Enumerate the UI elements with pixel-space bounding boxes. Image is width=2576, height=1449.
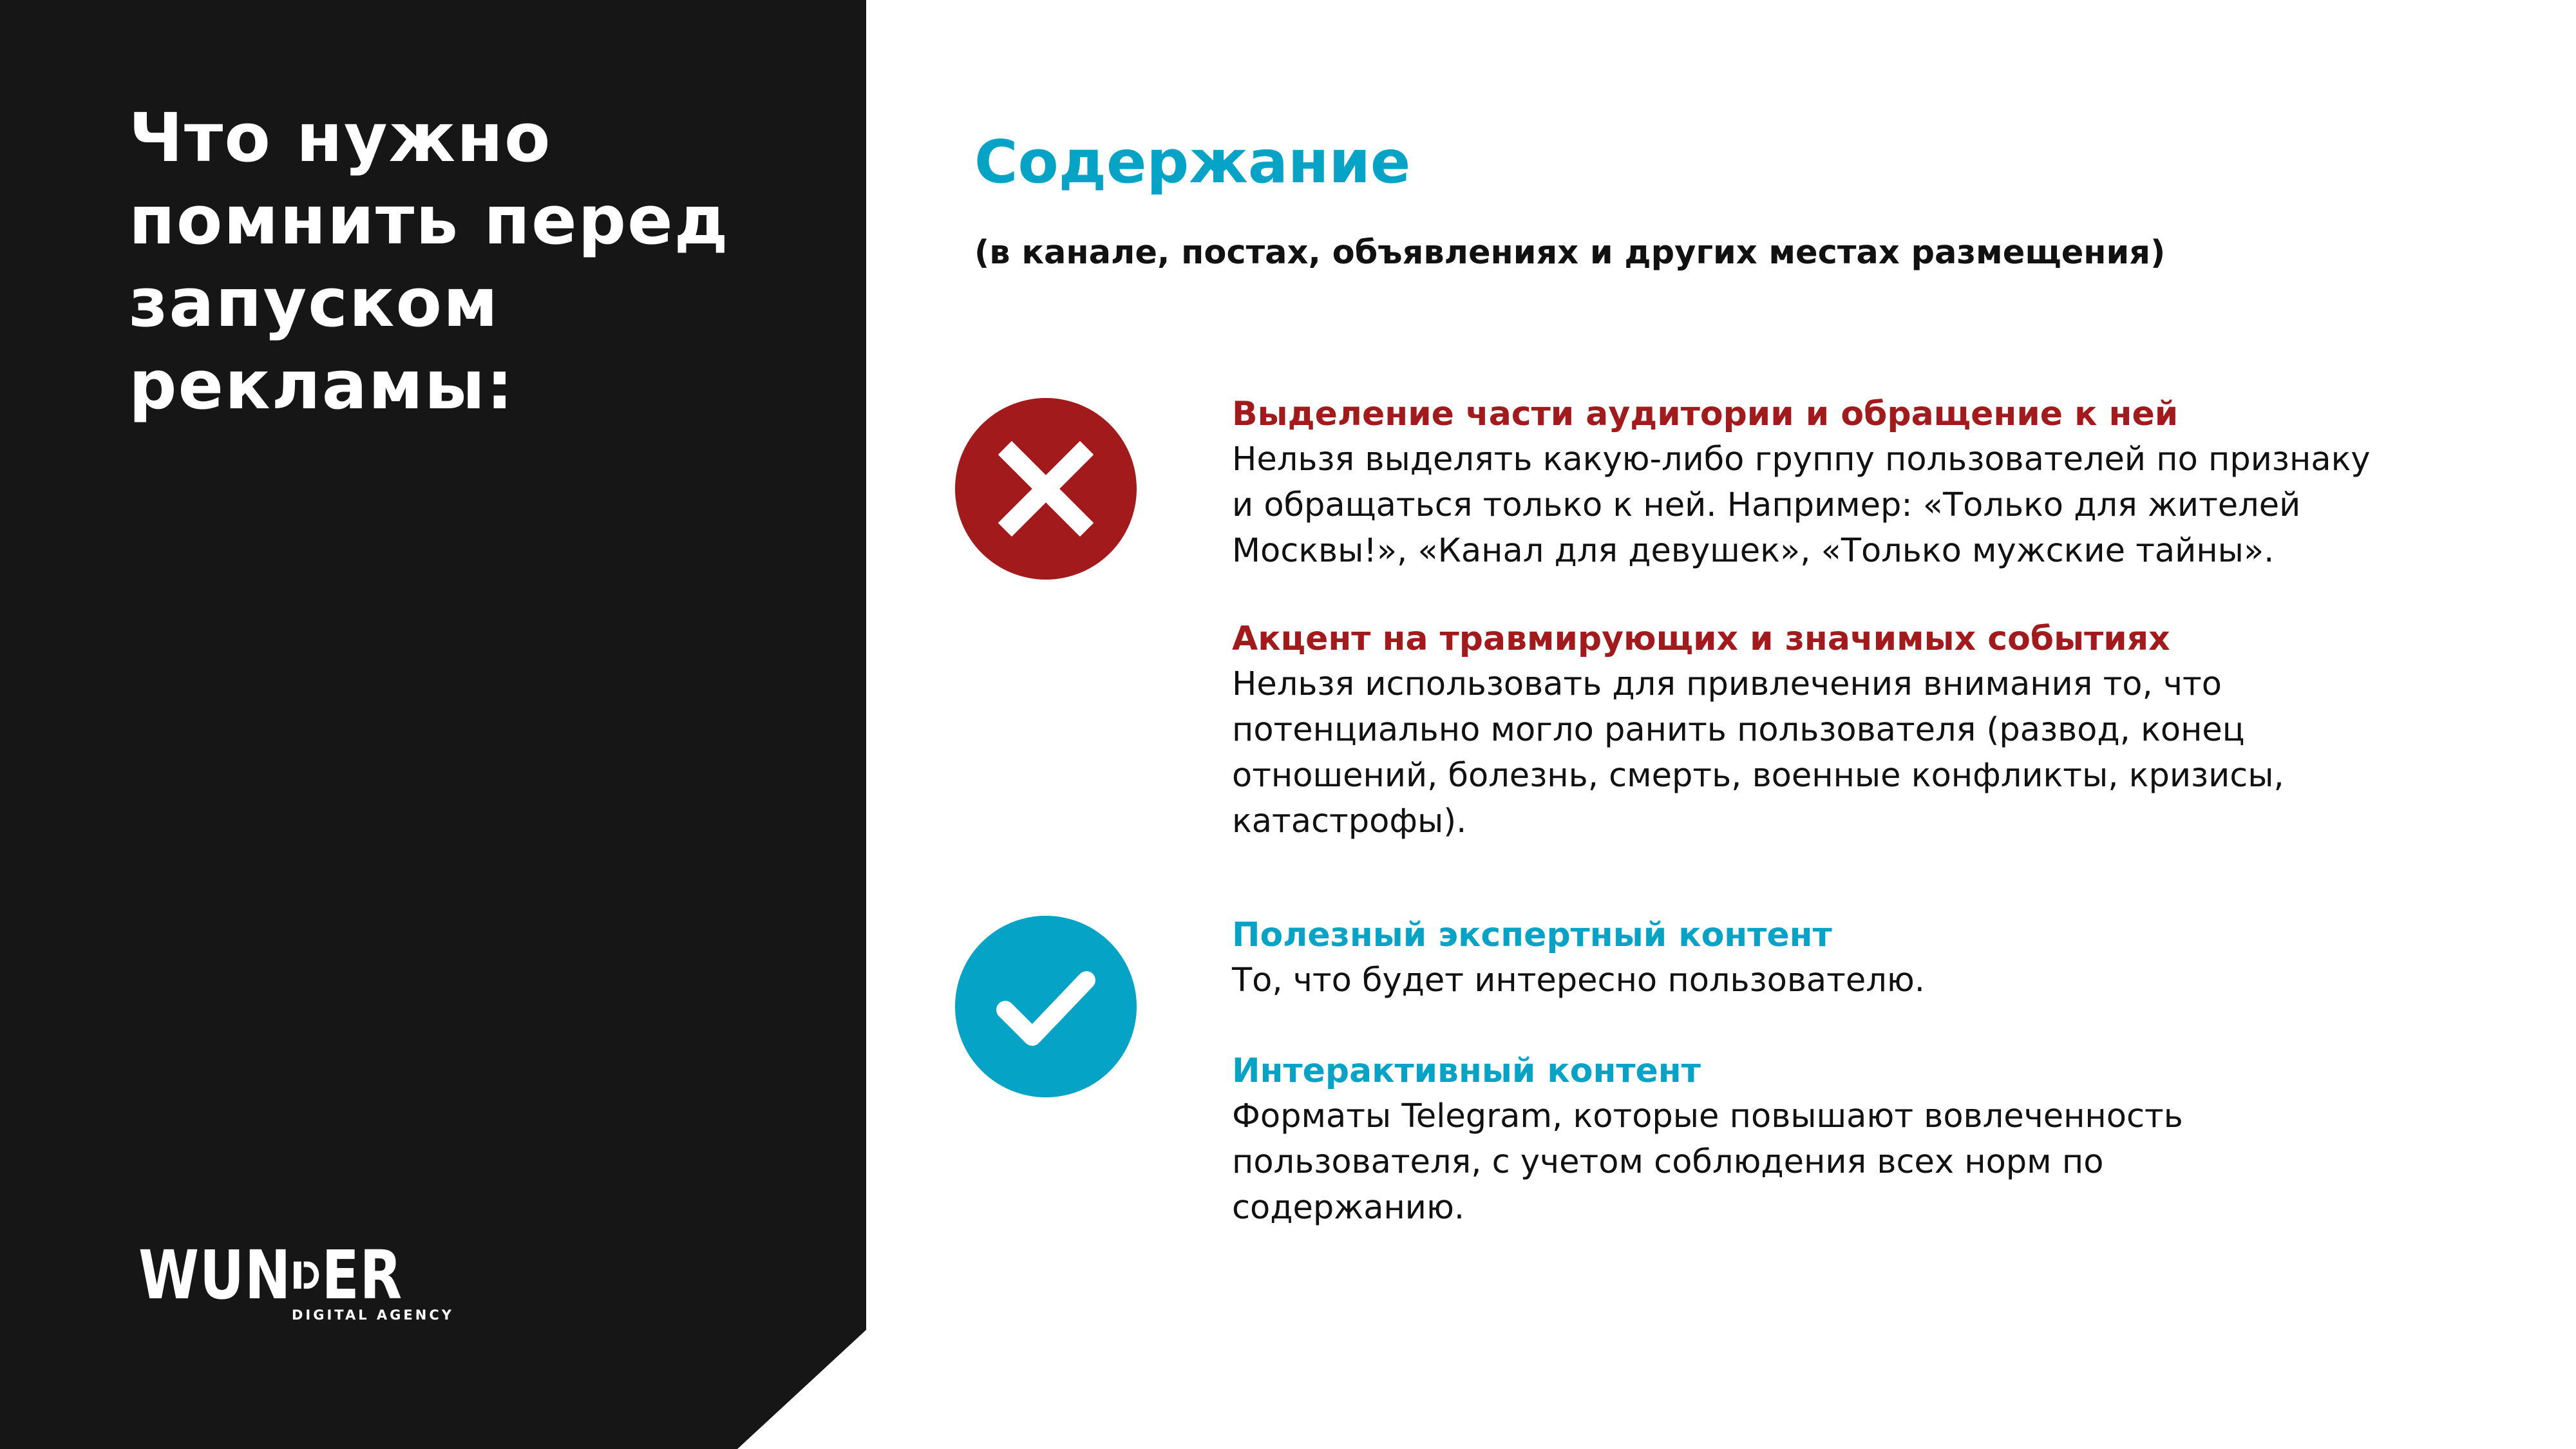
logo-d-mark-icon: [292, 1247, 321, 1303]
section-subheading: (в канале, постах, объявлениях и других местах размещения): [974, 234, 2166, 272]
section-heading: Содержание: [974, 128, 1411, 196]
logo-word-left: WUN: [138, 1236, 292, 1314]
logo-wordmark: [138, 1236, 402, 1314]
brand-logo: [138, 1236, 460, 1330]
check-icon: [955, 916, 1137, 1097]
item-text: Нельзя выделять какую-либо группу пользователей по признаку и обращаться только к ней. Например: «Только для жителей Москвы!», «Канал для девушек», «Только мужские тайны».: [1232, 440, 2371, 570]
slide-title: Что нужно помнить перед запуском рекламы:: [129, 99, 730, 424]
item-text: Нельзя использовать для привлечения внимания то, что потенциально могло ранить пользователя (развод, конец отношений, болезнь, смерть, военные конфликты, кризисы, катастрофы).: [1232, 665, 2284, 840]
logo-word-right: ER: [321, 1236, 402, 1314]
item-title: Выделение части аудитории и обращение к ней: [1232, 395, 2179, 433]
allowed-item-interactive-content: [1232, 1048, 2520, 1231]
item-title: Акцент на травмирующих и значимых событиях: [1232, 620, 2170, 658]
item-text: Форматы Telegram, которые повышают вовлеченность пользователя, с учетом соблюдения всех норм по содержанию.: [1232, 1097, 2183, 1227]
item-title: Интерактивный контент: [1232, 1052, 1701, 1090]
allowed-item-expert-content: [1232, 913, 2520, 1003]
logo-subtitle: DIGITAL AGENCY: [292, 1307, 454, 1323]
prohibited-item-trauma: [1232, 616, 2520, 844]
item-text: То, что будет интересно пользователю.: [1232, 961, 1926, 999]
item-title: Полезный экспертный контент: [1232, 916, 1832, 954]
cross-icon: [955, 398, 1137, 580]
prohibited-item-audience: [1232, 392, 2520, 574]
